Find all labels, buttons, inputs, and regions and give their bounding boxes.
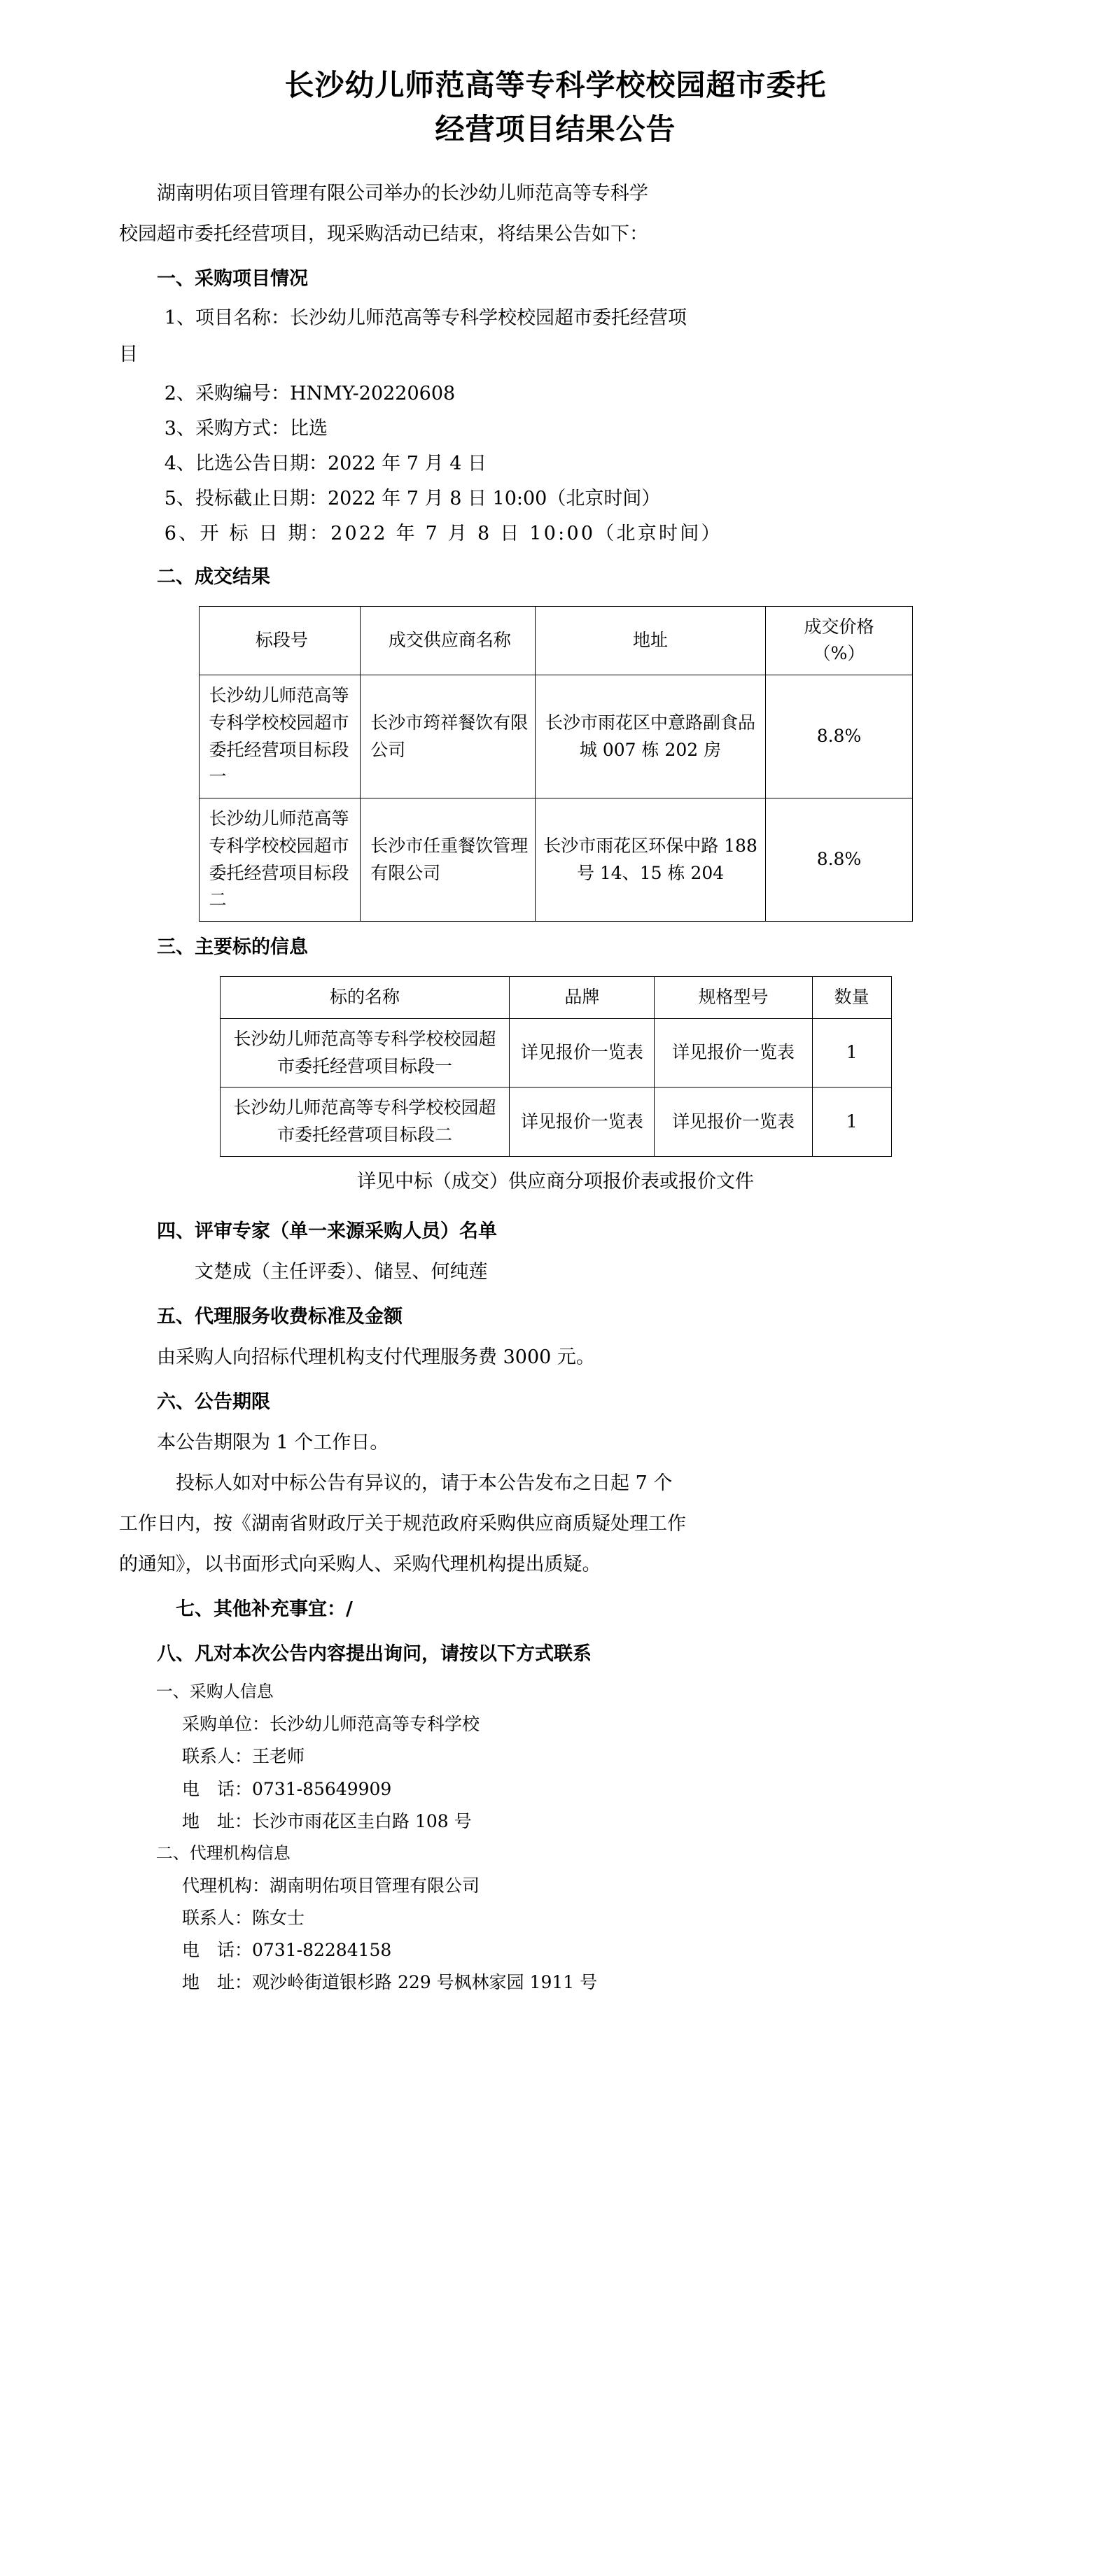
table-header-row <box>199 606 912 675</box>
result-header-address: 地址 <box>535 606 766 675</box>
result-header-lot: 标段号 <box>199 606 361 675</box>
section-heading-project-info: 一、采购项目情况 <box>157 268 308 290</box>
buyer-person: 联系人：王老师 <box>182 1746 305 1767</box>
target-row-name: 长沙幼儿师范高等专科学校校园超市委托经营项目标段二 <box>220 1088 510 1157</box>
page-title-line-1: 长沙幼儿师范高等专科学校校园超市委托 <box>284 68 827 102</box>
section-heading-experts: 四、评审专家（单一来源采购人员）名单 <box>157 1220 497 1243</box>
notice-period-line-2: 投标人如对中标公告有异议的，请于本公告发布之日起 7 个 <box>176 1472 673 1495</box>
result-row-supplier: 长沙市任重餐饮管理有限公司 <box>361 798 535 922</box>
notice-period-line-1: 本公告期限为 1 个工作日。 <box>157 1432 389 1454</box>
table-header-row <box>220 977 891 1019</box>
project-name-line-2: 目 <box>119 343 138 365</box>
target-row-brand: 详见报价一览表 <box>510 1018 655 1088</box>
result-row-lot: 长沙幼儿师范高等专科学校校园超市委托经营项目标段二 <box>199 798 361 922</box>
agent-person: 联系人：陈女士 <box>182 1907 305 1928</box>
result-header-price-line-1: 成交价格 <box>804 616 874 637</box>
page-title-line-2: 经营项目结果公告 <box>435 112 676 146</box>
target-row-spec: 详见报价一览表 <box>655 1018 813 1088</box>
result-row-address: 长沙市雨花区中意路副食品城 007 栋 202 房 <box>535 675 766 798</box>
target-header-name: 标的名称 <box>220 977 510 1019</box>
result-row-address: 长沙市雨花区环保中路 188 号 14、15 栋 204 <box>535 798 766 922</box>
notice-period-line-3: 工作日内，按《湖南省财政厅关于规范政府采购供应商质疑处理工作 <box>119 1513 686 1535</box>
agent-unit: 代理机构：湖南明佑项目管理有限公司 <box>182 1875 480 1896</box>
result-row-price: 8.8% <box>766 675 912 798</box>
result-table <box>199 606 913 922</box>
purchase-method: 3、采购方式：比选 <box>164 417 328 439</box>
table-row <box>220 1018 891 1088</box>
result-header-supplier: 成交供应商名称 <box>361 606 535 675</box>
purchase-number: 2、采购编号：HNMY-20220608 <box>164 382 456 404</box>
result-row-price: 8.8% <box>766 798 912 922</box>
announcement-date: 4、比选公告日期：2022 年 7 月 4 日 <box>164 452 487 474</box>
table-row <box>220 1088 891 1157</box>
target-row-spec: 详见报价一览表 <box>655 1088 813 1157</box>
page-title <box>119 63 992 151</box>
section-heading-contacts: 八、凡对本次公告内容提出询问，请按以下方式联系 <box>157 1643 592 1666</box>
buyer-address: 地 址：长沙市雨花区圭白路 108 号 <box>182 1810 472 1831</box>
result-row-supplier: 长沙市筠祥餐饮有限公司 <box>361 675 535 798</box>
buyer-phone: 电 话：0731-85649909 <box>182 1778 392 1799</box>
section-heading-other: 七、其他补充事宜：/ <box>176 1598 353 1621</box>
target-header-qty: 数量 <box>812 977 891 1019</box>
result-header-price-line-2: （%） <box>813 643 865 664</box>
intro-paragraph-line-1: 湖南明佑项目管理有限公司举办的长沙幼儿师范高等专科学 <box>157 183 648 204</box>
experts-list: 文楚成（主任评委）、储昱、何纯莲 <box>195 1261 488 1283</box>
agent-phone: 电 话：0731-82284158 <box>182 1940 392 1961</box>
target-row-qty: 1 <box>812 1018 891 1088</box>
target-row-qty: 1 <box>812 1088 891 1157</box>
bid-deadline: 5、投标截止日期：2022 年 7 月 8 日 10:00（北京时间） <box>164 487 661 509</box>
target-table-note: 详见中标（成交）供应商分项报价表或报价文件 <box>357 1170 754 1192</box>
agent-address: 地 址：观沙岭街道银杉路 229 号枫林家园 1911 号 <box>182 1972 598 1993</box>
target-table <box>220 976 892 1157</box>
table-row <box>199 675 912 798</box>
section-heading-notice-period: 六、公告期限 <box>157 1391 270 1414</box>
target-row-brand: 详见报价一览表 <box>510 1088 655 1157</box>
notice-period-line-4: 的通知》，以书面形式向采购人、采购代理机构提出质疑。 <box>119 1554 601 1576</box>
buyer-unit: 采购单位：长沙幼儿师范高等专科学校 <box>182 1714 480 1735</box>
bid-opening-date: 6、开 标 日 期：2022 年 7 月 8 日 10:00（北京时间） <box>164 522 722 544</box>
section-heading-agency-fee: 五、代理服务收费标准及金额 <box>157 1306 403 1328</box>
result-header-price <box>766 606 912 675</box>
target-row-name: 长沙幼儿师范高等专科学校校园超市委托经营项目标段一 <box>220 1018 510 1088</box>
intro-paragraph-line-2: 校园超市委托经营项目，现采购活动已结束，将结果公告如下： <box>119 223 648 245</box>
section-heading-target-info: 三、主要标的信息 <box>157 936 308 959</box>
section-heading-result: 二、成交结果 <box>157 565 270 588</box>
target-header-brand: 品牌 <box>510 977 655 1019</box>
project-name-line-1: 1、项目名称：长沙幼儿师范高等专科学校校园超市委托经营项 <box>164 307 687 329</box>
result-row-lot: 长沙幼儿师范高等专科学校校园超市委托经营项目标段一 <box>199 675 361 798</box>
target-header-spec: 规格型号 <box>655 977 813 1019</box>
contact-heading-agent: 二、代理机构信息 <box>155 1843 291 1864</box>
table-row <box>199 798 912 922</box>
contact-heading-buyer: 一、采购人信息 <box>155 1682 274 1702</box>
agency-fee-text: 由采购人向招标代理机构支付代理服务费 3000 元。 <box>157 1346 595 1369</box>
